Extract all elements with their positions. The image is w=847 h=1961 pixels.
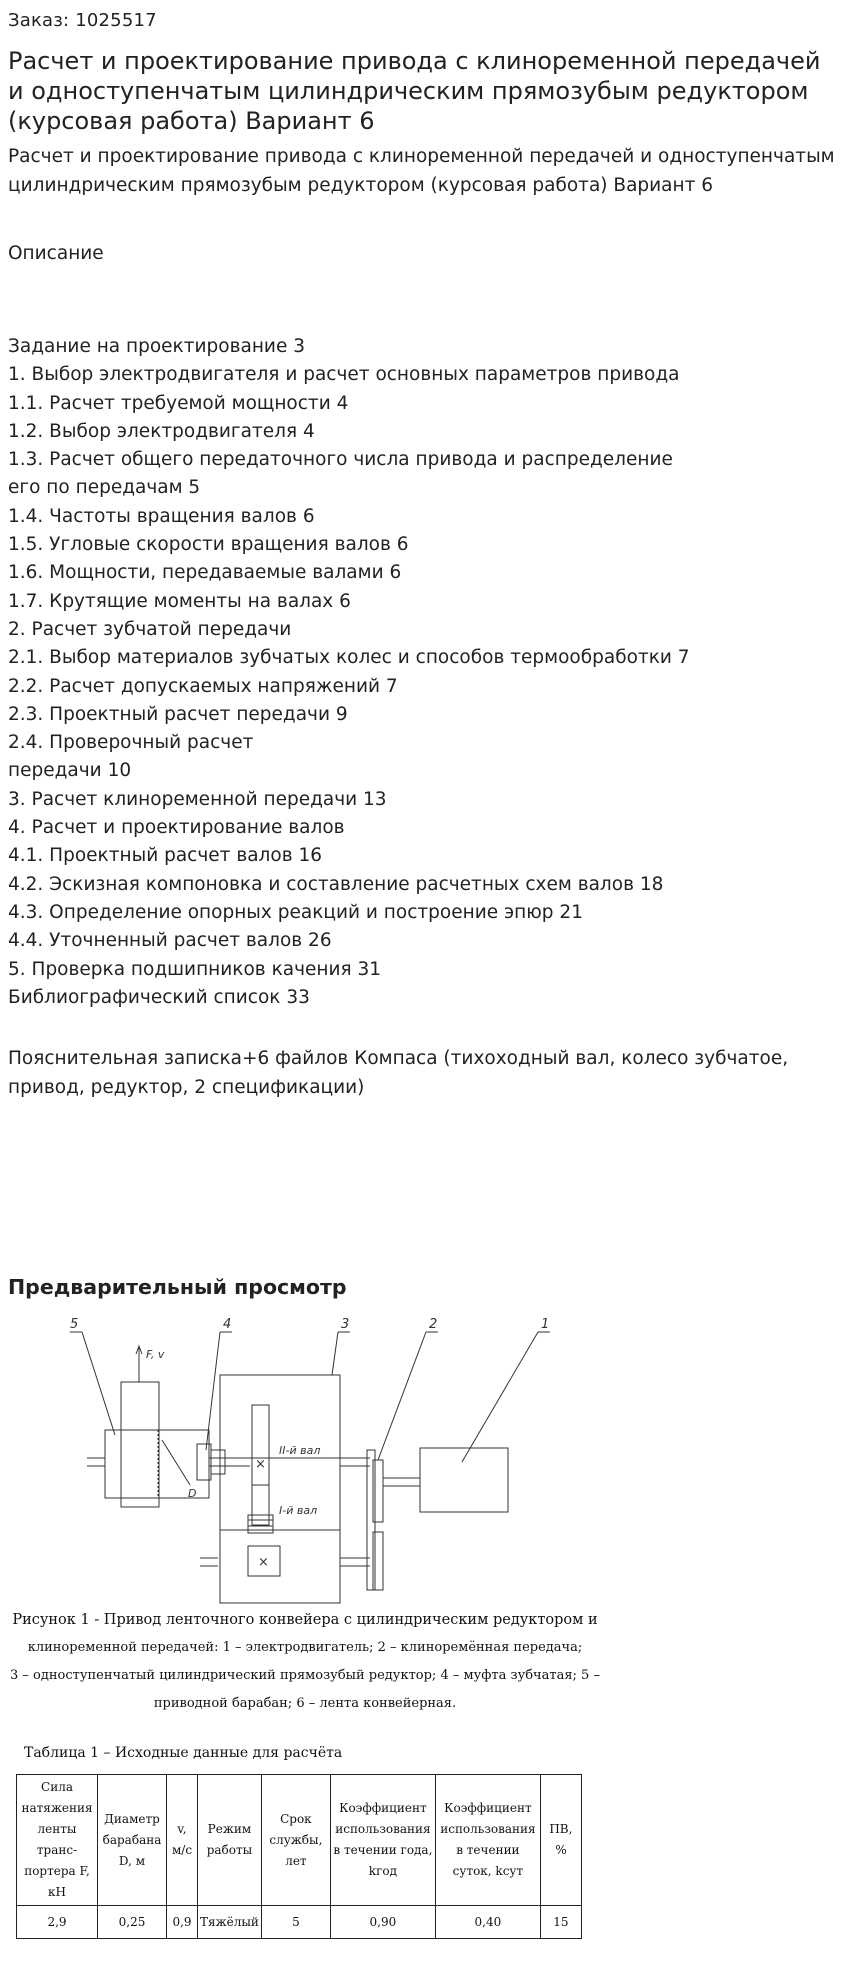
toc-item: 1. Выбор электродвигателя и расчет основных параметров привода <box>8 364 680 386</box>
callout-5: 5 <box>70 1317 79 1332</box>
order-number: Заказ: 1025517 <box>8 10 157 31</box>
shaft-1-label: I-й вал <box>279 1504 318 1517</box>
cell-drum-diameter: 0,25 <box>98 1906 167 1939</box>
callout-3: 3 <box>341 1317 350 1332</box>
header-mode: Режим работы <box>198 1775 262 1906</box>
toc-item: 2.1. Выбор материалов зубчатых колес и способов термообработки 7 <box>8 647 690 669</box>
toc-item: передачи 10 <box>8 760 132 782</box>
toc-item: его по передачам 5 <box>8 477 201 499</box>
cell-belt-force: 2,9 <box>17 1906 98 1939</box>
callout-2: 2 <box>429 1317 438 1332</box>
toc-item: 4.3. Определение опорных реакций и построение эпюр 21 <box>8 901 583 923</box>
header-duty-cycle: ПВ, % <box>540 1775 581 1906</box>
toc-item: 1.7. Крутящие моменты на валах 6 <box>8 590 351 612</box>
toc-item: 4. Расчет и проектирование валов <box>8 817 345 839</box>
drive-scheme-drawing <box>70 1310 570 1605</box>
cell-speed: 0,9 <box>167 1906 198 1939</box>
toc-item: 4.4. Уточненный расчет валов 26 <box>8 930 332 952</box>
toc-item: 2.3. Проектный расчет передачи 9 <box>8 703 348 725</box>
header-belt-force: Сила натяжения ленты транс-портера F, кН <box>17 1775 98 1906</box>
table-header-row <box>17 1775 582 1906</box>
attachment-note: Пояснительная записка+6 файлов Компаса (тихоходный вал, колесо зубчатое, привод, редуктор, 2 спецификации) <box>8 1048 789 1098</box>
callout-1: 1 <box>541 1317 550 1332</box>
toc-item: 1.5. Угловые скорости вращения валов 6 <box>8 534 409 556</box>
toc-item: 1.3. Расчет общего передаточного числа привода и распределение <box>8 449 673 471</box>
toc-item: 1.1. Расчет требуемой мощности 4 <box>8 392 349 414</box>
toc-item: Задание на проектирование 3 <box>8 336 305 357</box>
toc-item: 2.2. Расчет допускаемых напряжений 7 <box>8 675 398 697</box>
drum-diameter-label: D <box>188 1487 197 1500</box>
input-data-table <box>16 1774 582 1939</box>
header-day-coefficient: Коэффициент использования в течении суток, kсут <box>435 1775 540 1906</box>
description-heading: Описание <box>8 243 104 264</box>
toc-item: 3. Расчет клиноременной передачи 13 <box>8 788 387 810</box>
cell-mode: Тяжёлый <box>198 1906 262 1939</box>
cell-day-coefficient: 0,40 <box>435 1906 540 1939</box>
toc-item: 1.4. Частоты вращения валов 6 <box>8 505 315 527</box>
callout-4: 4 <box>223 1317 232 1332</box>
caption-line: 3 – одноступенчатый цилиндрический прямозубый редуктор; 4 – муфта зубчатая; 5 – <box>10 1668 600 1683</box>
caption-line: приводной барабан; 6 – лента конвейерная. <box>153 1696 457 1711</box>
caption-line: клиноременной передачей: 1 – электродвигатель; 2 – клиноремённая передача; <box>27 1640 583 1655</box>
header-drum-diameter: Диаметр барабана D, м <box>98 1775 167 1906</box>
toc-item: Библиографический список 33 <box>8 986 310 1008</box>
header-speed: v, м/с <box>167 1775 198 1906</box>
preview-heading: Предварительный просмотр <box>8 1275 347 1299</box>
toc-item: 1.6. Мощности, передаваемые валами 6 <box>8 562 402 584</box>
table-of-contents <box>8 333 838 1012</box>
page-title: Расчет и проектирование привода с клиноременной передачей и одноступенчатым цилиндрическим прямозубым редуктором (курсовая работа) Вариант 6 <box>8 47 821 135</box>
cell-duty-cycle: 15 <box>540 1906 581 1939</box>
force-label: F, v <box>146 1348 165 1361</box>
work-subtitle: Расчет и проектирование привода с клиноременной передачей и одноступенчатым цилиндрическим прямозубым редуктором (курсовая работа) Вариант 6 <box>8 146 835 196</box>
pinion-center-mark: × <box>258 1555 269 1570</box>
toc-item: 4.1. Проектный расчет валов 16 <box>8 845 323 867</box>
toc-item: 5. Проверка подшипников качения 31 <box>8 958 382 980</box>
toc-item: 1.2. Выбор электродвигателя 4 <box>8 420 315 442</box>
caption-line: Рисунок 1 - Привод ленточного конвейера с цилиндрическим редуктором и <box>12 1612 598 1628</box>
cell-service-life: 5 <box>261 1906 330 1939</box>
table-row <box>17 1906 582 1939</box>
header-service-life: Срок службы, лет <box>261 1775 330 1906</box>
table-caption: Таблица 1 – Исходные данные для расчёта <box>24 1745 343 1761</box>
figure-caption <box>10 1606 600 1718</box>
toc-item: 2. Расчет зубчатой передачи <box>8 618 292 640</box>
shaft-2-label: II-й вал <box>279 1444 321 1457</box>
gear-center-mark: × <box>255 1457 266 1472</box>
toc-item: 2.4. Проверочный расчет <box>8 732 254 754</box>
toc-item: 4.2. Эскизная компоновка и составление расчетных схем валов 18 <box>8 873 664 895</box>
cell-year-coefficient: 0,90 <box>330 1906 435 1939</box>
header-year-coefficient: Коэффициент использования в течении года, kгод <box>330 1775 435 1906</box>
